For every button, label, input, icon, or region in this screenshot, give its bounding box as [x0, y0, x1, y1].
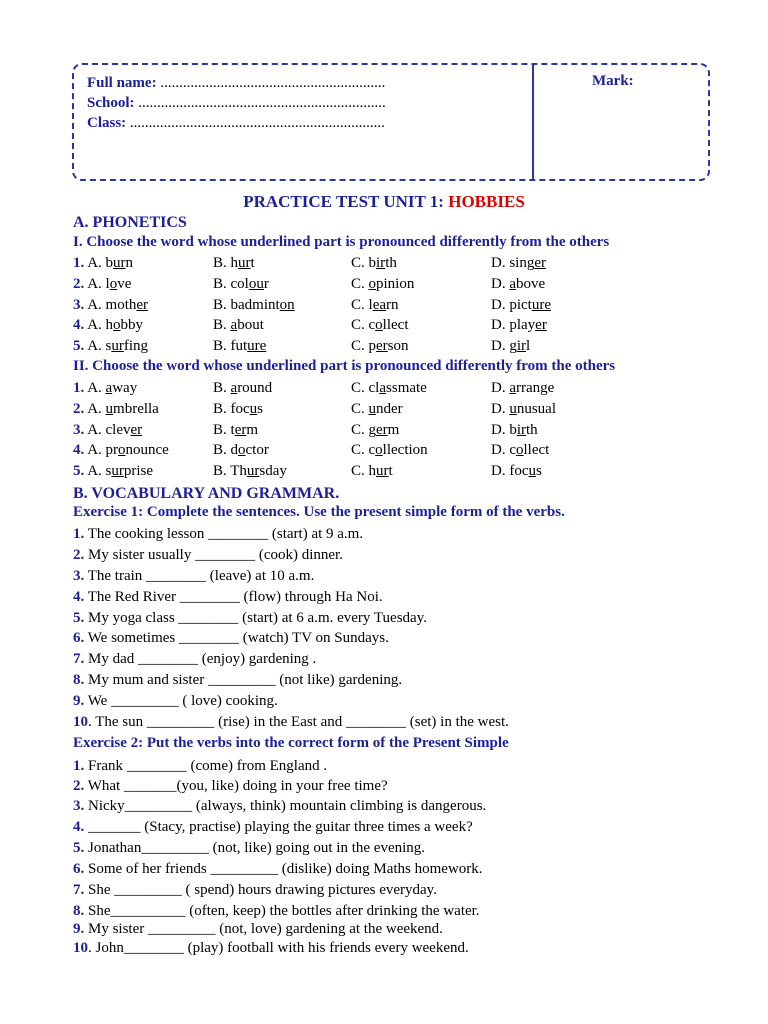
option-text-start: B.: [213, 380, 231, 396]
answer-option[interactable]: [351, 297, 399, 314]
exercise-item[interactable]: [73, 882, 437, 899]
underlined-part: ir: [516, 421, 527, 438]
underlined-part: u: [249, 400, 258, 417]
answer-option[interactable]: [213, 276, 269, 293]
underlined-part: er: [376, 421, 388, 438]
exercise-item[interactable]: [73, 940, 469, 957]
option-text-start: A. clev: [87, 421, 131, 438]
option-text-end: nusual: [516, 400, 557, 417]
option-text-end: r: [263, 275, 269, 292]
answer-option[interactable]: [491, 463, 542, 480]
header-divider: [532, 65, 534, 179]
question-number: 3.: [73, 296, 85, 313]
option-text-start: A. l: [87, 275, 110, 292]
item-text: Frank ________ (come) from England .: [84, 758, 328, 774]
answer-option[interactable]: [491, 255, 546, 272]
item-text: _______ (Stacy, practise) playing the guitar three times a week?: [84, 819, 473, 835]
exercise-item[interactable]: [73, 861, 483, 878]
exercise-item[interactable]: [73, 921, 443, 938]
answer-option[interactable]: [351, 401, 403, 418]
exercise-item[interactable]: [73, 526, 363, 543]
option-text-end: nder: [376, 400, 403, 417]
item-number: 7.: [73, 882, 85, 898]
answer-option[interactable]: [213, 380, 272, 397]
underlined-part: a: [230, 380, 238, 396]
exercise-item[interactable]: [73, 903, 480, 920]
exercise-item[interactable]: [73, 630, 389, 647]
underlined-part: a: [379, 380, 387, 396]
item-text: . John________ (play) football with his friends every weekend.: [88, 940, 469, 956]
item-number: 5.: [73, 840, 85, 856]
underlined-part: o: [238, 442, 246, 459]
option-text-start: B. Th: [213, 463, 247, 480]
option-text-start: D. g: [491, 338, 517, 355]
answer-option[interactable]: [73, 442, 169, 459]
answer-option[interactable]: [351, 255, 397, 272]
answer-option[interactable]: [351, 338, 409, 355]
option-text-start: A.: [87, 400, 106, 417]
underlined-part: ur: [113, 255, 126, 271]
answer-option[interactable]: [351, 317, 409, 334]
underlined-part: u: [368, 400, 377, 417]
option-text-start: B. col: [213, 275, 249, 292]
item-number: 8.: [73, 903, 85, 919]
underlined-part: a: [230, 317, 238, 334]
option-text-start: C. p: [351, 338, 377, 355]
answer-option[interactable]: [213, 297, 295, 314]
option-text-start: A.: [87, 380, 106, 396]
item-text: She _________ ( spend) hours drawing pictures everyday.: [84, 882, 437, 898]
option-text-end: son: [387, 338, 409, 355]
option-text-start: B. h: [213, 255, 239, 271]
option-text-start: C.: [351, 400, 369, 417]
underlined-part: o: [375, 317, 383, 334]
option-text-start: D.: [491, 380, 510, 396]
option-text-start: B. foc: [213, 400, 250, 417]
question-number: 4.: [73, 317, 85, 334]
item-text: My sister _________ (not, love) gardening at the weekend.: [84, 921, 443, 937]
option-text-end: bove: [516, 275, 546, 292]
option-text-end: way: [112, 380, 138, 396]
item-text: What _______(you, like) doing in your free time?: [84, 778, 388, 794]
question-number: 5.: [73, 338, 85, 355]
underlined-part: ou: [248, 275, 264, 292]
question-row: [73, 442, 713, 462]
full-name-line: [87, 73, 386, 93]
underlined-part: ir: [376, 255, 386, 271]
option-text-end: rn: [386, 296, 399, 313]
answer-option[interactable]: [213, 422, 258, 439]
underlined-part: ure: [531, 296, 551, 313]
vocab-heading: B. VOCABULARY AND GRAMMAR.: [73, 485, 340, 502]
school-line: [87, 93, 386, 113]
underlined-part: er: [234, 421, 247, 438]
option-text-end: prise: [123, 463, 154, 480]
option-text-start: D. sing: [491, 255, 535, 271]
underlined-part: u: [528, 463, 536, 480]
option-text-start: D. play: [491, 317, 536, 334]
question-number: 5.: [73, 463, 85, 480]
answer-option[interactable]: [213, 401, 263, 418]
option-text-end: nounce: [125, 442, 169, 459]
option-text-start: B. t: [213, 421, 235, 438]
exercise-item[interactable]: [73, 840, 425, 857]
option-text-start: D. foc: [491, 463, 529, 480]
question-number: 2.: [73, 400, 85, 417]
item-number: 2.: [73, 778, 85, 794]
underlined-part: a: [509, 380, 517, 396]
option-text-end: s: [536, 463, 542, 480]
exercise2-instruction: Exercise 2: Put the verbs into the correct form of the Present Simple: [73, 735, 509, 751]
school-blank[interactable]: ..................................................................: [134, 95, 386, 111]
item-number: 10: [73, 714, 88, 730]
student-info-box: [72, 63, 710, 181]
underlined-part: o: [516, 442, 524, 459]
item-number: 3.: [73, 798, 85, 814]
item-number: 6.: [73, 630, 85, 646]
question-row: [73, 463, 713, 483]
underlined-part: er: [376, 338, 388, 355]
exercise-item[interactable]: [73, 672, 402, 689]
underlined-part: er: [136, 296, 149, 313]
option-text-end: llect: [382, 317, 409, 334]
answer-option[interactable]: [213, 255, 255, 272]
answer-option[interactable]: [73, 463, 153, 480]
option-text-end: n: [125, 255, 134, 271]
option-text-start: A. b: [87, 255, 114, 271]
option-text-end: l: [526, 338, 531, 355]
underlined-part: o: [118, 442, 126, 459]
item-text: The Red River ________ (flow) through Ha Noi.: [84, 589, 383, 605]
option-text-start: C. c: [351, 317, 376, 334]
full-name-blank[interactable]: ............................................................: [156, 75, 386, 91]
underlined-part: ur: [111, 338, 124, 355]
item-number: 5.: [73, 610, 85, 626]
option-text-end: sday: [259, 463, 287, 480]
exercise-item[interactable]: [73, 610, 427, 627]
item-text: . The sun _________ (rise) in the East and ________ (set) in the west.: [88, 714, 509, 730]
item-text: We sometimes ________ (watch) TV on Sundays.: [84, 630, 389, 646]
option-text-start: B. badmint: [213, 296, 280, 313]
class-label: Class:: [87, 115, 127, 131]
option-text-end: t: [250, 255, 255, 271]
option-text-start: D.: [491, 275, 510, 292]
underlined-part: ur: [111, 463, 124, 480]
question-row: [73, 255, 713, 275]
option-text-end: mbrella: [113, 400, 159, 417]
item-number: 3.: [73, 568, 85, 584]
underlined-part: ur: [238, 255, 251, 271]
item-number: 6.: [73, 861, 85, 877]
item-text: Jonathan_________ (not, like) going out in the evening.: [84, 840, 426, 856]
option-text-start: B. fut: [213, 338, 248, 355]
underlined-part: a: [105, 380, 113, 396]
option-text-end: llect: [523, 442, 550, 459]
option-text-end: th: [526, 421, 538, 438]
underlined-part: o: [109, 275, 118, 292]
item-text: My dad ________ (enjoy) gardening .: [84, 651, 317, 667]
answer-option[interactable]: [491, 422, 538, 439]
answer-option[interactable]: [213, 463, 287, 480]
underlined-part: er: [130, 421, 143, 438]
answer-option[interactable]: [351, 276, 414, 293]
question-row: [73, 276, 713, 296]
item-text: The cooking lesson ________ (start) at 9 a.m.: [84, 526, 364, 542]
answer-option[interactable]: [491, 297, 551, 314]
item-text: My mum and sister _________ (not like) gardening.: [84, 672, 403, 688]
question-row: [73, 422, 713, 442]
answer-option[interactable]: [351, 442, 428, 459]
answer-option[interactable]: [491, 276, 545, 293]
answer-option[interactable]: [491, 317, 547, 334]
underlined-part: u: [509, 400, 517, 417]
option-text-start: C. h: [351, 463, 377, 480]
option-text-end: m: [387, 421, 400, 438]
phonetics-part2-instruction: II. Choose the word whose underlined part is pronounced differently from the others: [73, 358, 616, 374]
item-text: We _________ ( love) cooking.: [84, 693, 278, 709]
school-label: School:: [87, 95, 135, 111]
option-text-end: rrange: [516, 380, 555, 396]
underlined-part: u: [105, 400, 114, 417]
question-row: [73, 401, 713, 421]
underlined-part: a: [509, 275, 517, 292]
item-number: 1.: [73, 758, 85, 774]
option-text-end: s: [257, 400, 264, 417]
answer-option[interactable]: [213, 338, 266, 355]
option-text-end: round: [237, 380, 273, 396]
underlined-part: ir: [516, 338, 527, 355]
underlined-part: on: [279, 296, 295, 313]
option-text-start: D. pict: [491, 296, 532, 313]
option-text-start: A. pr: [87, 442, 119, 459]
mark-label: Mark:: [592, 73, 634, 89]
phonetics-heading: A. PHONETICS: [73, 214, 187, 231]
exercise-item[interactable]: [73, 651, 316, 668]
option-text-end: ssmate: [386, 380, 427, 396]
option-text-end: t: [388, 463, 393, 480]
option-text-start: C. c: [351, 442, 376, 459]
question-number: 1.: [73, 255, 85, 271]
exercise-item[interactable]: [73, 778, 388, 795]
answer-option[interactable]: [351, 463, 393, 480]
option-text-start: C. cl: [351, 380, 380, 396]
option-text-end: llection: [382, 442, 428, 459]
item-text: The train ________ (leave) at 10 a.m.: [84, 568, 315, 584]
underlined-part: er: [534, 255, 546, 271]
option-text-end: pinion: [376, 275, 415, 292]
exercise-item[interactable]: [73, 798, 486, 815]
underlined-part: ur: [376, 463, 389, 480]
item-text: Some of her friends _________ (dislike) doing Maths homework.: [84, 861, 483, 877]
option-text-start: B.: [213, 317, 231, 334]
exercise-item[interactable]: [73, 758, 327, 775]
option-text-end: ve: [117, 275, 132, 292]
option-text-start: C.: [351, 275, 369, 292]
underlined-part: er: [535, 317, 547, 334]
option-text-start: A. h: [87, 317, 114, 334]
answer-option[interactable]: [213, 442, 269, 459]
answer-option[interactable]: [73, 380, 137, 397]
item-number: 9.: [73, 693, 85, 709]
exercise-item[interactable]: [73, 568, 314, 585]
item-text: Nicky_________ (always, think) mountain climbing is dangerous.: [84, 798, 487, 814]
question-row: [73, 317, 713, 337]
question-number: 3.: [73, 421, 85, 438]
answer-option[interactable]: [73, 338, 148, 355]
item-number: 1.: [73, 526, 85, 542]
exercise1-instruction: Exercise 1: Complete the sentences. Use the present simple form of the verbs.: [73, 504, 565, 520]
item-number: 9.: [73, 921, 85, 937]
underlined-part: o: [113, 317, 121, 334]
underlined-part: o: [375, 442, 383, 459]
option-text-end: fing: [123, 338, 149, 355]
option-text-start: B. d: [213, 442, 239, 459]
exercise-item[interactable]: [73, 589, 383, 606]
item-number: 10: [73, 940, 88, 956]
exercise-item[interactable]: [73, 547, 343, 564]
option-text-start: C. b: [351, 255, 377, 271]
answer-option[interactable]: [73, 276, 131, 293]
option-text-start: A. s: [87, 463, 112, 480]
option-text-end: bby: [120, 317, 144, 334]
option-text-start: C. l: [351, 296, 373, 313]
option-text-end: ctor: [245, 442, 269, 459]
answer-option[interactable]: [73, 255, 133, 272]
answer-option[interactable]: [491, 338, 530, 355]
answer-option[interactable]: [351, 380, 427, 397]
exercise-item[interactable]: [73, 714, 509, 731]
item-number: 4.: [73, 819, 85, 835]
item-text: My sister usually ________ (cook) dinner.: [84, 547, 343, 563]
item-number: 2.: [73, 547, 85, 563]
exercise-item[interactable]: [73, 693, 278, 710]
option-text-start: A. moth: [87, 296, 137, 313]
answer-option[interactable]: [351, 422, 399, 439]
question-row: [73, 297, 713, 317]
answer-option[interactable]: [73, 422, 142, 439]
class-line: [87, 113, 386, 133]
option-text-end: m: [246, 421, 259, 438]
question-number: 4.: [73, 442, 85, 459]
item-number: 4.: [73, 589, 85, 605]
question-number: 1.: [73, 380, 85, 396]
answer-option[interactable]: [491, 401, 556, 418]
underlined-part: ure: [247, 338, 267, 355]
underlined-part: ea: [372, 296, 387, 313]
answer-option[interactable]: [213, 317, 264, 334]
answer-option[interactable]: [73, 401, 159, 418]
title-topic: HOBBIES: [448, 192, 525, 211]
exercise-item[interactable]: [73, 819, 473, 836]
option-text-start: D. b: [491, 421, 517, 438]
underlined-part: ur: [246, 463, 260, 480]
item-number: 7.: [73, 651, 85, 667]
student-info-fields: [87, 73, 386, 133]
option-text-start: D.: [491, 400, 510, 417]
item-number: 8.: [73, 672, 85, 688]
page-title: [0, 192, 768, 212]
item-text: My yoga class ________ (start) at 6 a.m. every Tuesday.: [84, 610, 427, 626]
option-text-end: bout: [237, 317, 264, 334]
option-text-start: C. g: [351, 421, 377, 438]
answer-option[interactable]: [73, 297, 148, 314]
answer-option[interactable]: [491, 380, 554, 397]
title-main: PRACTICE TEST UNIT 1:: [243, 192, 449, 211]
question-number: 2.: [73, 275, 85, 292]
option-text-start: D. c: [491, 442, 516, 459]
option-text-end: th: [385, 255, 397, 271]
phonetics-part1-instruction: I. Choose the word whose underlined part is pronounced differently from the others: [73, 234, 610, 250]
question-row: [73, 380, 713, 400]
answer-option[interactable]: [73, 317, 143, 334]
question-row: [73, 338, 713, 358]
option-text-start: A. s: [87, 338, 112, 355]
full-name-label: Full name:: [87, 75, 157, 91]
item-text: She__________ (often, keep) the bottles after drinking the water.: [84, 903, 480, 919]
answer-option[interactable]: [491, 442, 549, 459]
underlined-part: o: [368, 275, 377, 292]
class-blank[interactable]: ....................................................................: [126, 115, 385, 131]
